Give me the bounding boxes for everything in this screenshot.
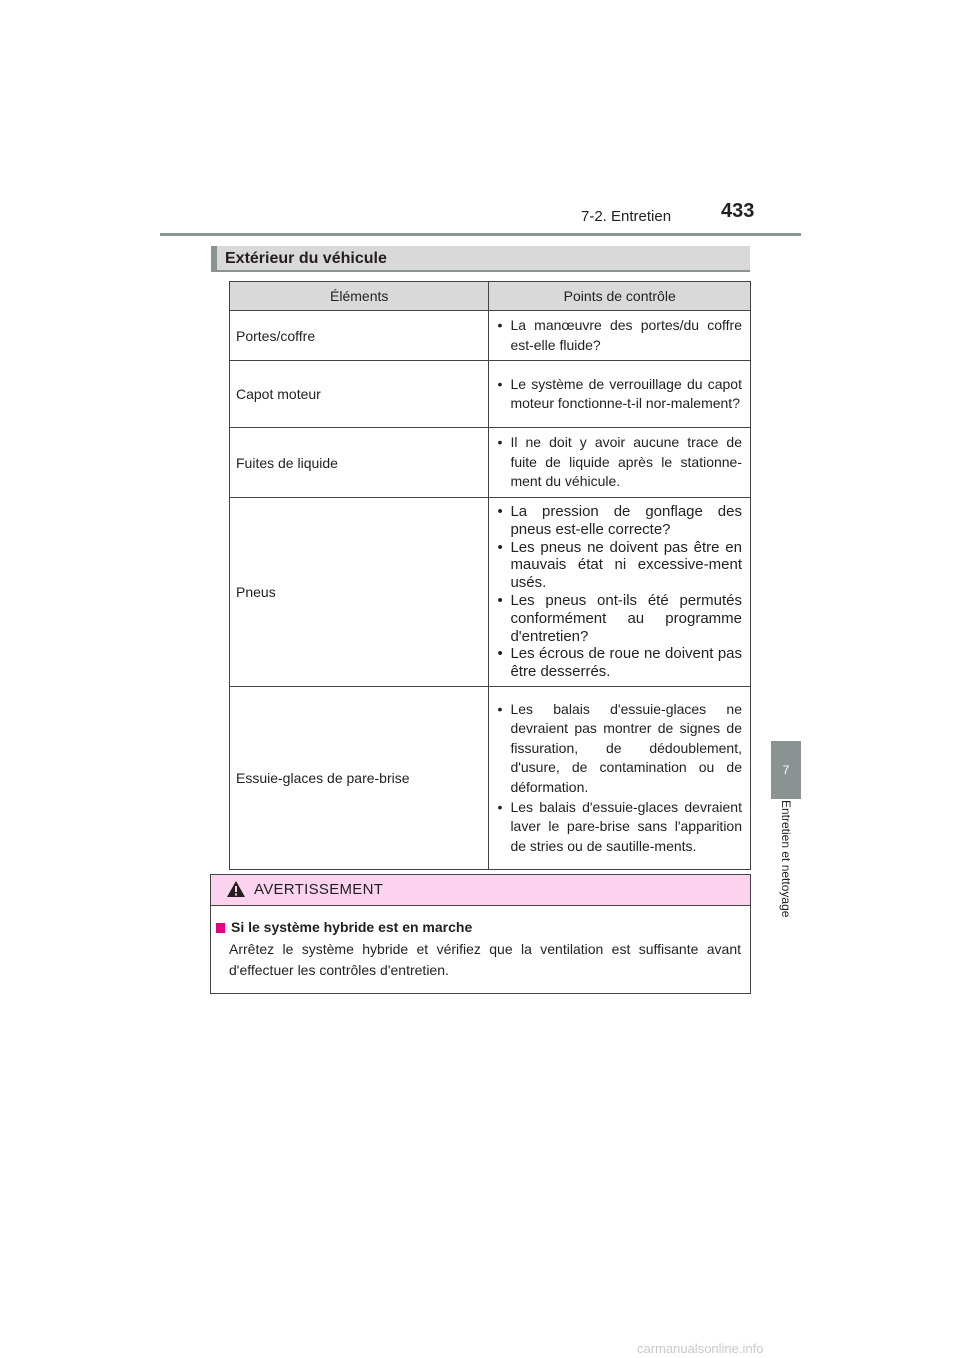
check-point: • Le système de verrouillage du capot moteur fonctionne-t-il nor-malement? xyxy=(497,375,742,414)
inspection-table xyxy=(229,281,751,870)
check-list xyxy=(497,375,742,414)
check-cell xyxy=(489,428,751,498)
check-point: • Les pneus ne doivent pas être en mauvais état ni excessive-ment usés. xyxy=(497,539,742,592)
check-point: • Il ne doit y avoir aucune trace de fuite de liquide après le stationne-ment du véhicule. xyxy=(497,433,742,492)
warning-triangle-icon xyxy=(226,880,246,903)
warning-body: Arrêtez le système hybride et vérifiez que la ventilation est suffisante avant d'effectuer les contrôles d'entretien. xyxy=(229,941,741,978)
header-rule xyxy=(160,233,801,236)
table-row xyxy=(230,428,751,498)
check-list xyxy=(497,700,742,857)
column-header-checks: Points de contrôle xyxy=(489,282,751,311)
page-number: 433 xyxy=(721,200,755,222)
check-cell xyxy=(489,361,751,428)
check-point: • La pression de gonflage des pneus est-elle correcte? xyxy=(497,503,742,539)
column-header-items: Éléments xyxy=(230,282,489,311)
item-cell: Fuites de liquide xyxy=(230,428,489,498)
item-cell: Portes/coffre xyxy=(230,311,489,361)
running-header-section: 7-2. Entretien xyxy=(581,208,672,225)
item-cell: Essuie-glaces de pare-brise xyxy=(230,686,489,869)
warning-subtitle-line xyxy=(216,919,472,935)
section-title-bar xyxy=(211,246,750,272)
check-point: • Les écrous de roue ne doivent pas être desserrés. xyxy=(497,645,742,681)
section-title-accent xyxy=(211,246,217,270)
chapter-tab-number: 7 xyxy=(771,741,801,799)
check-cell xyxy=(489,311,751,361)
warning-box xyxy=(210,874,751,994)
table-row xyxy=(230,361,751,428)
warning-header xyxy=(211,875,750,906)
table-row xyxy=(230,686,751,869)
check-cell xyxy=(489,497,751,686)
item-cell: Pneus xyxy=(230,497,489,686)
warning-title: AVERTISSEMENT xyxy=(254,881,384,898)
table-header-row xyxy=(230,282,751,311)
check-point: • Les balais d'essuie-glaces devraient laver le pare-brise sans l'apparition de stries ou de sautille-ments. xyxy=(497,798,742,857)
check-list xyxy=(497,433,742,492)
item-cell: Capot moteur xyxy=(230,361,489,428)
table-row xyxy=(230,311,751,361)
warning-subtitle: Si le système hybride est en marche xyxy=(231,919,473,935)
section-title: Extérieur du véhicule xyxy=(225,250,387,267)
chapter-tab-title-wrap xyxy=(771,800,801,950)
chapter-tab-title: Entretien et nettoyage xyxy=(779,800,793,918)
table-row xyxy=(230,497,751,686)
check-cell xyxy=(489,686,751,869)
check-list xyxy=(497,316,742,355)
check-point: • La manœuvre des portes/du coffre est-elle fluide? xyxy=(497,316,742,355)
watermark: carmanualsonline.info xyxy=(637,1341,764,1356)
square-bullet-icon xyxy=(216,923,225,933)
check-list xyxy=(497,503,742,681)
check-point: • Les pneus ont-ils été permutés conformément au programme d'entretien? xyxy=(497,592,742,645)
check-point: • Les balais d'essuie-glaces ne devraient pas montrer de signes de fissuration, de dédoublement, d'usure, de contamination ou de déformation. xyxy=(497,700,742,798)
